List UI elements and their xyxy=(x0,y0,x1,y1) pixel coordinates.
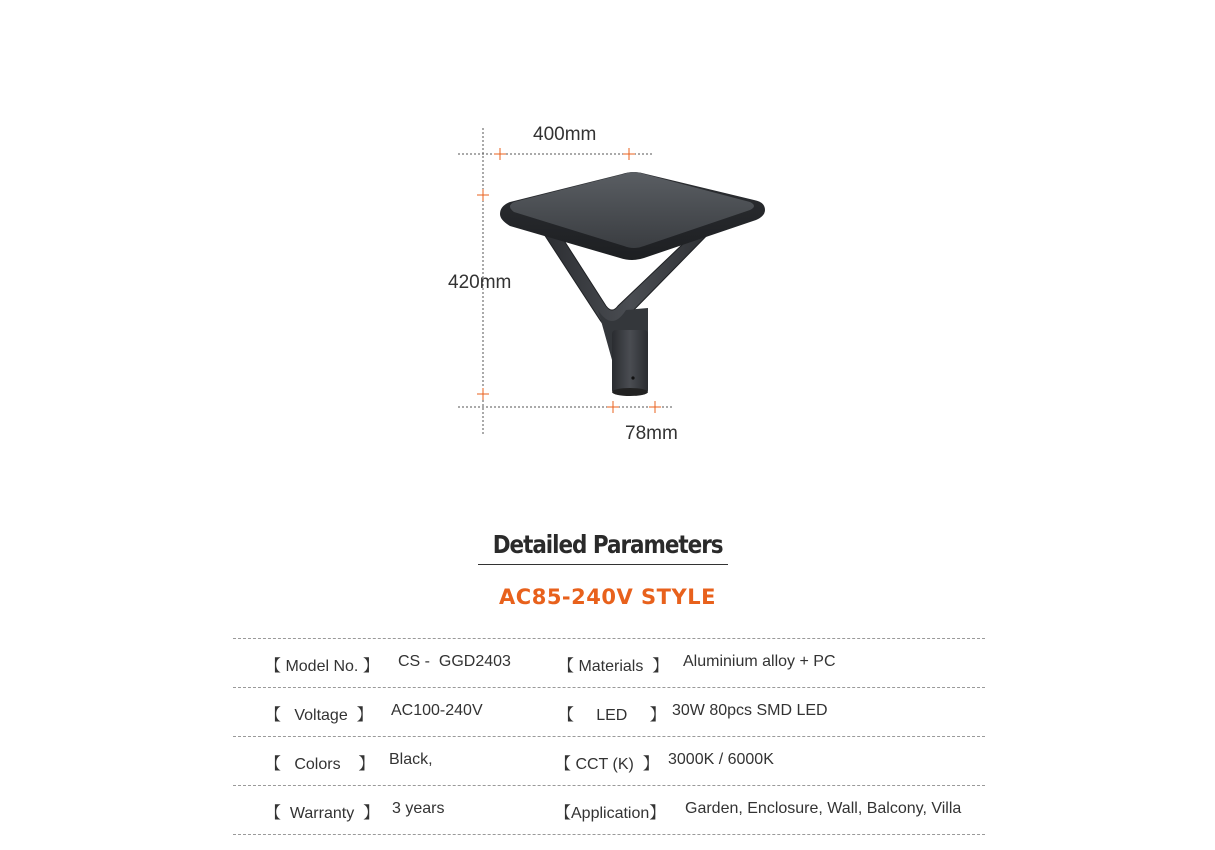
param-label: 【 CCT (K) 】 xyxy=(555,756,659,773)
param-value: 3000K / 6000K xyxy=(668,751,774,768)
param-value: Garden, Enclosure, Wall, Balcony, Villa xyxy=(685,800,962,817)
dimension-height-label: 420mm xyxy=(448,272,512,293)
section-subtitle: AC85-240V STYLE xyxy=(499,585,716,609)
param-label: 【 Warranty 】 xyxy=(265,805,380,822)
section-heading-wrap xyxy=(0,530,1215,563)
param-value: 3 years xyxy=(392,800,445,817)
table-row xyxy=(233,785,985,835)
section-title: Detailed Parameters xyxy=(492,530,723,559)
parameters-table xyxy=(233,638,985,835)
dimension-base-label: 78mm xyxy=(625,423,678,444)
param-value: CS - GGD2403 xyxy=(398,653,511,670)
param-value: AC100-240V xyxy=(391,702,483,719)
product-figure xyxy=(440,110,800,460)
param-label: 【 Colors 】 xyxy=(265,756,375,773)
section-title-underline xyxy=(478,564,728,565)
dimension-width-label: 400mm xyxy=(533,124,597,145)
table-row xyxy=(233,638,985,687)
param-label: 【Application】 xyxy=(555,805,666,822)
param-value: Aluminium alloy + PC xyxy=(683,653,836,670)
table-row xyxy=(233,736,985,785)
param-value: Black, xyxy=(389,751,433,768)
param-label: 【 Model No. 】 xyxy=(265,658,379,675)
param-label: 【 LED 】 xyxy=(558,707,666,724)
param-value: 30W 80pcs SMD LED xyxy=(672,702,828,719)
param-label: 【 Materials 】 xyxy=(558,658,669,675)
table-row xyxy=(233,687,985,736)
param-label: 【 Voltage 】 xyxy=(265,707,373,724)
